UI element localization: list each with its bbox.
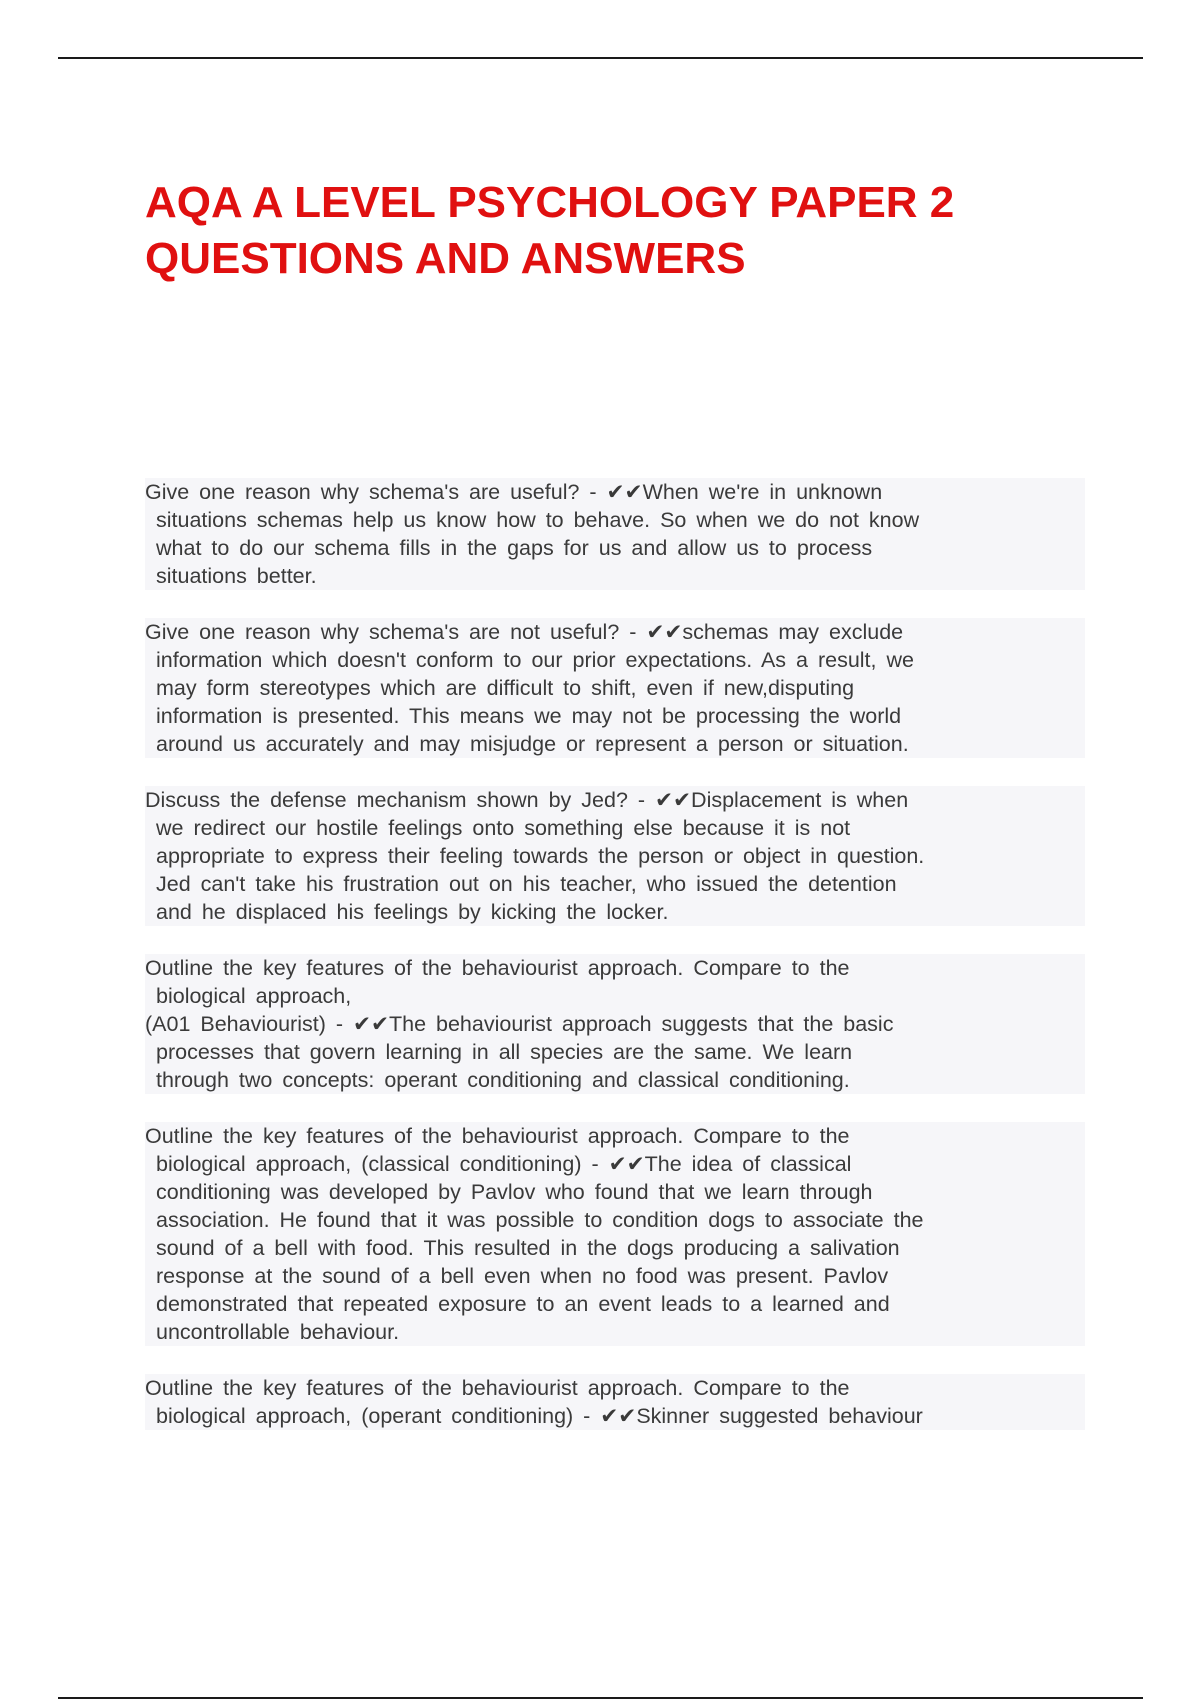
qa-line: biological approach, — [145, 982, 1085, 1010]
title-line: QUESTIONS AND ANSWERS — [145, 234, 746, 283]
bottom-rule — [58, 1697, 1143, 1699]
qa-line: uncontrollable behaviour. — [145, 1318, 1085, 1346]
qa-line: (A01 Behaviourist) - ✔✔The behaviourist approach suggests that the basic — [145, 1010, 1085, 1038]
qa-line: through two concepts: operant conditioning and classical conditioning. — [145, 1066, 1085, 1094]
qa-line: Discuss the defense mechanism shown by Jed? - ✔✔Displacement is when — [145, 786, 1085, 814]
qa-line: information is presented. This means we may not be processing the world — [145, 702, 1085, 730]
qa-line: Give one reason why schema's are useful? - ✔✔When we're in unknown — [145, 478, 1085, 506]
qa-block — [145, 618, 1085, 758]
qa-block — [145, 478, 1085, 590]
qa-line: sound of a bell with food. This resulted in the dogs producing a salivation — [145, 1234, 1085, 1262]
qa-line: information which doesn't conform to our prior expectations. As a result, we — [145, 646, 1085, 674]
qa-line: situations schemas help us know how to behave. So when we do not know — [145, 506, 1085, 534]
qa-line: and he displaced his feelings by kicking the locker. — [145, 898, 1085, 926]
qa-block — [145, 1374, 1085, 1430]
qa-line: response at the sound of a bell even when no food was present. Pavlov — [145, 1262, 1085, 1290]
document-title — [145, 175, 1105, 287]
qa-line: around us accurately and may misjudge or represent a person or situation. — [145, 730, 1085, 758]
qa-block — [145, 954, 1085, 1094]
qa-line: Outline the key features of the behaviourist approach. Compare to the — [145, 1374, 1085, 1402]
qa-content — [145, 478, 1085, 1458]
qa-line: what to do our schema fills in the gaps for us and allow us to process — [145, 534, 1085, 562]
qa-line: Give one reason why schema's are not useful? - ✔✔schemas may exclude — [145, 618, 1085, 646]
qa-block — [145, 786, 1085, 926]
top-rule — [58, 57, 1143, 59]
qa-block — [145, 1122, 1085, 1346]
qa-line: Jed can't take his frustration out on his teacher, who issued the detention — [145, 870, 1085, 898]
qa-line: association. He found that it was possible to condition dogs to associate the — [145, 1206, 1085, 1234]
title-line: AQA A LEVEL PSYCHOLOGY PAPER 2 — [145, 178, 955, 227]
qa-line: Outline the key features of the behaviourist approach. Compare to the — [145, 1122, 1085, 1150]
qa-line: demonstrated that repeated exposure to an event leads to a learned and — [145, 1290, 1085, 1318]
qa-line: biological approach, (classical conditioning) - ✔✔The idea of classical — [145, 1150, 1085, 1178]
qa-line: processes that govern learning in all species are the same. We learn — [145, 1038, 1085, 1066]
qa-line: may form stereotypes which are difficult to shift, even if new,disputing — [145, 674, 1085, 702]
qa-line: conditioning was developed by Pavlov who found that we learn through — [145, 1178, 1085, 1206]
qa-line: we redirect our hostile feelings onto something else because it is not — [145, 814, 1085, 842]
qa-line: appropriate to express their feeling towards the person or object in question. — [145, 842, 1085, 870]
qa-line: Outline the key features of the behaviourist approach. Compare to the — [145, 954, 1085, 982]
qa-line: biological approach, (operant conditioning) - ✔✔Skinner suggested behaviour — [145, 1402, 1085, 1430]
qa-line: situations better. — [145, 562, 1085, 590]
